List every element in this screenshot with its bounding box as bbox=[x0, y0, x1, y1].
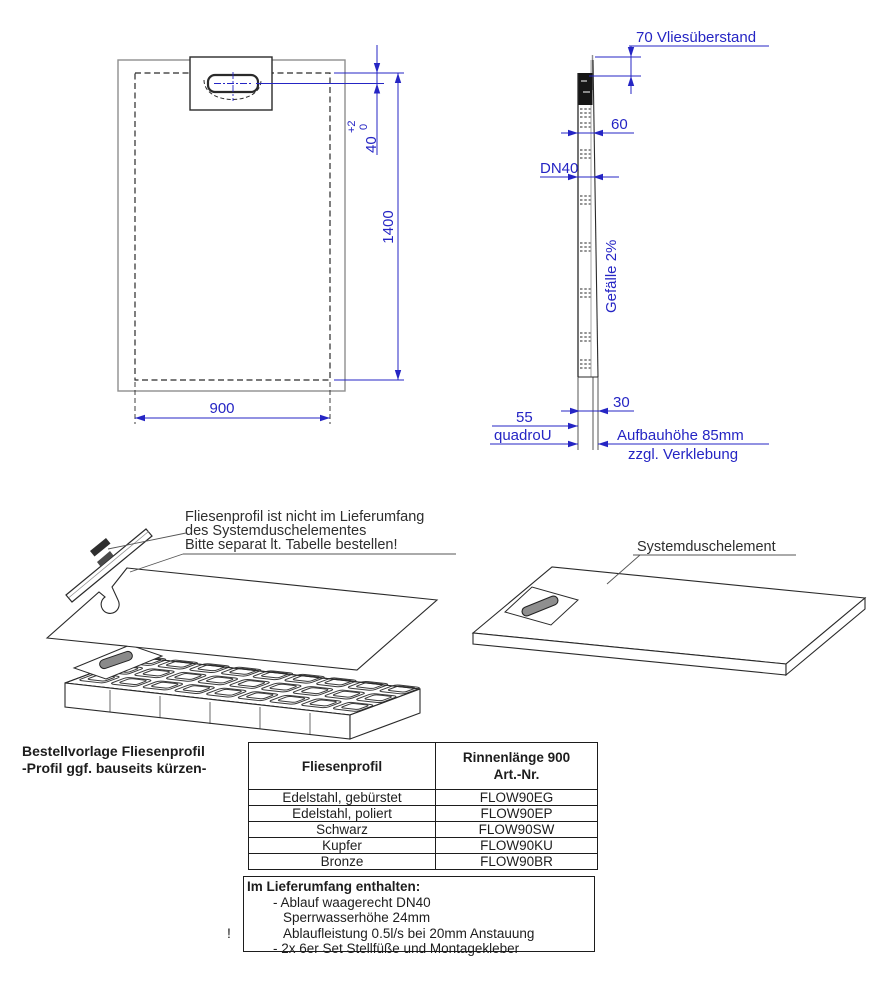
section-slope-edge bbox=[593, 60, 598, 377]
dim-40-tol-upper: +2 bbox=[346, 120, 358, 133]
exploded-note bbox=[108, 509, 456, 572]
table-header-row bbox=[249, 743, 598, 790]
dim-40-value: 40 bbox=[363, 136, 380, 153]
section-dim-60 bbox=[561, 116, 634, 136]
assembled-label: Systemduschelement bbox=[637, 539, 776, 555]
col-header-art-line2: Art.-Nr. bbox=[493, 767, 540, 782]
section-dim-buildheight bbox=[598, 427, 769, 463]
plan-view bbox=[118, 45, 404, 424]
cell-art: FLOW90EP bbox=[436, 806, 598, 822]
table-row bbox=[249, 854, 598, 870]
cell-profile: Kupfer bbox=[249, 838, 436, 854]
dim-900-value: 900 bbox=[209, 400, 235, 417]
table-row bbox=[249, 806, 598, 822]
scope-title: Im Lieferumfang enthalten: bbox=[247, 879, 421, 894]
warning-mark: ! bbox=[227, 925, 231, 941]
cell-art: FLOW90BR bbox=[436, 854, 598, 870]
fleece-label: 70 Vliesüberstand bbox=[636, 29, 757, 46]
table-caption bbox=[22, 743, 237, 777]
dim-1400-value: 1400 bbox=[380, 210, 397, 244]
cell-profile: Bronze bbox=[249, 854, 436, 870]
build-height-note: zzgl. Verklebung bbox=[628, 446, 739, 463]
table-caption-line1: Bestellvorlage Fliesenprofil bbox=[22, 743, 205, 759]
section-dim-55 bbox=[490, 409, 578, 447]
col-header-profile: Fliesenprofil bbox=[249, 743, 436, 790]
section-dim-dn40 bbox=[540, 160, 619, 180]
table-row bbox=[249, 822, 598, 838]
section-dim-fleece bbox=[589, 29, 769, 94]
note-line1: Fliesenprofil ist nicht im Lieferumfang bbox=[185, 509, 425, 525]
table-row bbox=[249, 790, 598, 806]
dn40-label: DN40 bbox=[540, 160, 579, 177]
slope-label: Gefälle 2% bbox=[603, 239, 620, 313]
scope-item: Ablaufleistung 0.5l/s bei 20mm Anstauung bbox=[283, 925, 535, 941]
table-caption-line2: -Profil ggf. bauseits kürzen- bbox=[22, 760, 207, 776]
plan-dim-900 bbox=[135, 382, 330, 424]
build-height-label: Aufbauhöhe 85mm bbox=[617, 427, 744, 444]
section-layer-dashes bbox=[580, 109, 591, 368]
exploded-view bbox=[47, 509, 456, 739]
dim-60-value: 60 bbox=[611, 116, 628, 133]
scope-of-delivery-box bbox=[243, 876, 595, 956]
col-header-art bbox=[436, 743, 598, 790]
table-row bbox=[249, 838, 598, 854]
scope-item: - Ablauf waagerecht DN40 bbox=[273, 894, 431, 910]
section-view bbox=[490, 29, 769, 463]
cell-art: FLOW90EG bbox=[436, 790, 598, 806]
plan-dim-40 bbox=[346, 45, 380, 155]
cell-profile: Edelstahl, poliert bbox=[249, 806, 436, 822]
section-drain-body bbox=[579, 73, 593, 105]
scope-item: - 2x 6er Set Stellfüße und Montagekleber bbox=[273, 941, 520, 956]
cell-art: FLOW90SW bbox=[436, 822, 598, 838]
cell-profile: Edelstahl, gebürstet bbox=[249, 790, 436, 806]
note-line2: des Systemduschelementes bbox=[185, 523, 367, 539]
dim-30-value: 30 bbox=[613, 394, 630, 411]
col-header-art-line1: Rinnenlänge 900 bbox=[462, 750, 571, 765]
plan-dashed-element-edge bbox=[135, 73, 330, 380]
cell-art: FLOW90KU bbox=[436, 838, 598, 854]
assembled-view bbox=[473, 539, 865, 675]
note-leader-2 bbox=[130, 554, 183, 572]
dim-55-value: 55 bbox=[516, 409, 533, 426]
note-line3: Bitte separat lt. Tabelle bestellen! bbox=[185, 537, 398, 553]
dim-40-tol-lower: 0 bbox=[358, 123, 370, 130]
section-dim-30 bbox=[561, 394, 634, 414]
plan-dim-1400 bbox=[380, 73, 401, 380]
scope-item: Sperrwasserhöhe 24mm bbox=[283, 910, 431, 925]
profile-order-table bbox=[248, 742, 598, 870]
product-label: quadroU bbox=[494, 427, 552, 444]
cell-profile: Schwarz bbox=[249, 822, 436, 838]
